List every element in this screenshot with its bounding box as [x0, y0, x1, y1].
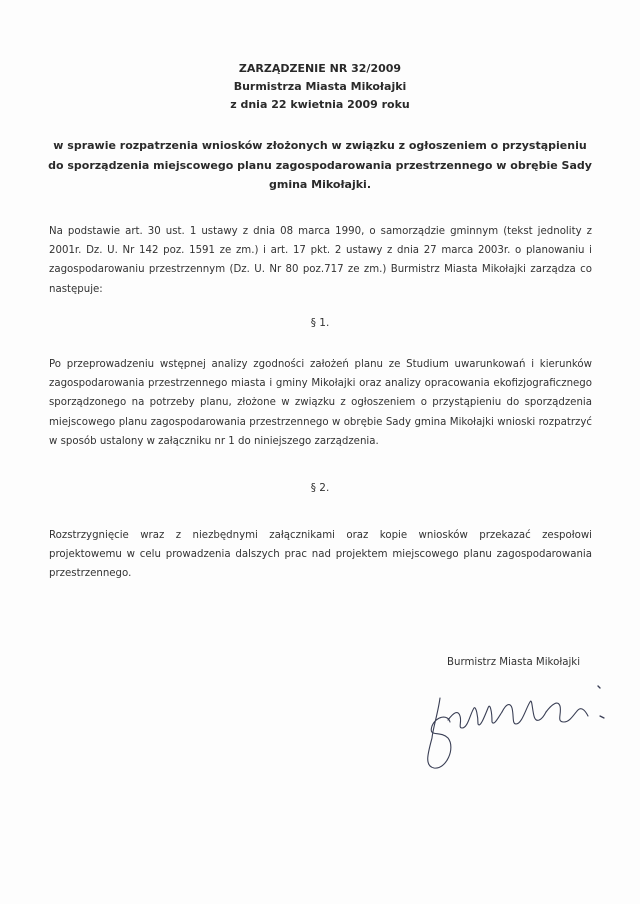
document-issuer: Burmistrza Miasta Mikołajki — [233, 80, 407, 93]
document-date: z dnia 22 kwietnia 2009 roku — [230, 98, 410, 111]
document-title: ZARZĄDZENIE NR 32/2009 — [238, 62, 402, 75]
handwritten-signature — [418, 668, 618, 788]
section-2-heading: § 2. — [310, 482, 330, 494]
document-subject: w sprawie rozpatrzenia wniosków złożonych w związku z ogłoszeniem o przystąpieniu do sporządzenia miejscowego planu zagospodarowania przestrzennego w obrębie Sady gmina Mikołajki. — [48, 139, 592, 191]
document-header — [0, 60, 640, 114]
section-2-text: Rozstrzygnięcie wraz z niezbędnymi załącznikami oraz kopie wniosków przekazać zespołowi projektowemu w celu prowadzenia dalszych prac nad projektem miejscowego planu zagospodarowania przestrzennego. — [49, 530, 592, 580]
legal-basis-paragraph: Na podstawie art. 30 ust. 1 ustawy z dnia 08 marca 1990, o samorządzie gminnym (tekst jednolity z 2001r. Dz. U. Nr 142 poz. 1591 ze zm.) i art. 17 pkt. 2 ustawy z dnia 27 marca 2003r. o planowaniu i zagospodarowaniu przestrzennym (Dz. U. Nr 80 poz.717 ze zm.) Burmistrz Miasta Mikołajki zarządza co następuje: — [49, 226, 592, 295]
section-1-text: Po przeprowadzeniu wstępnej analizy zgodności założeń planu ze Studium uwarunkowań i kierunków zagospodarowania przestrzennego miasta i gminy Mikołajki oraz analizy opracowania ekofizjograficznego sporządzonego na potrzeby planu, złożone w związku z ogłoszeniem o przystąpieniu do sporządzenia miejscowego planu zagospodarowania przestrzennego w obrębie Sady gmina Mikołajki wnioski rozpatrzyć w sposób ustalony w załączniku nr 1 do niniejszego zarządzenia. — [49, 359, 592, 447]
signer-title: Burmistrz Miasta Mikołajki — [447, 657, 581, 668]
section-1-heading: § 1. — [310, 317, 330, 329]
